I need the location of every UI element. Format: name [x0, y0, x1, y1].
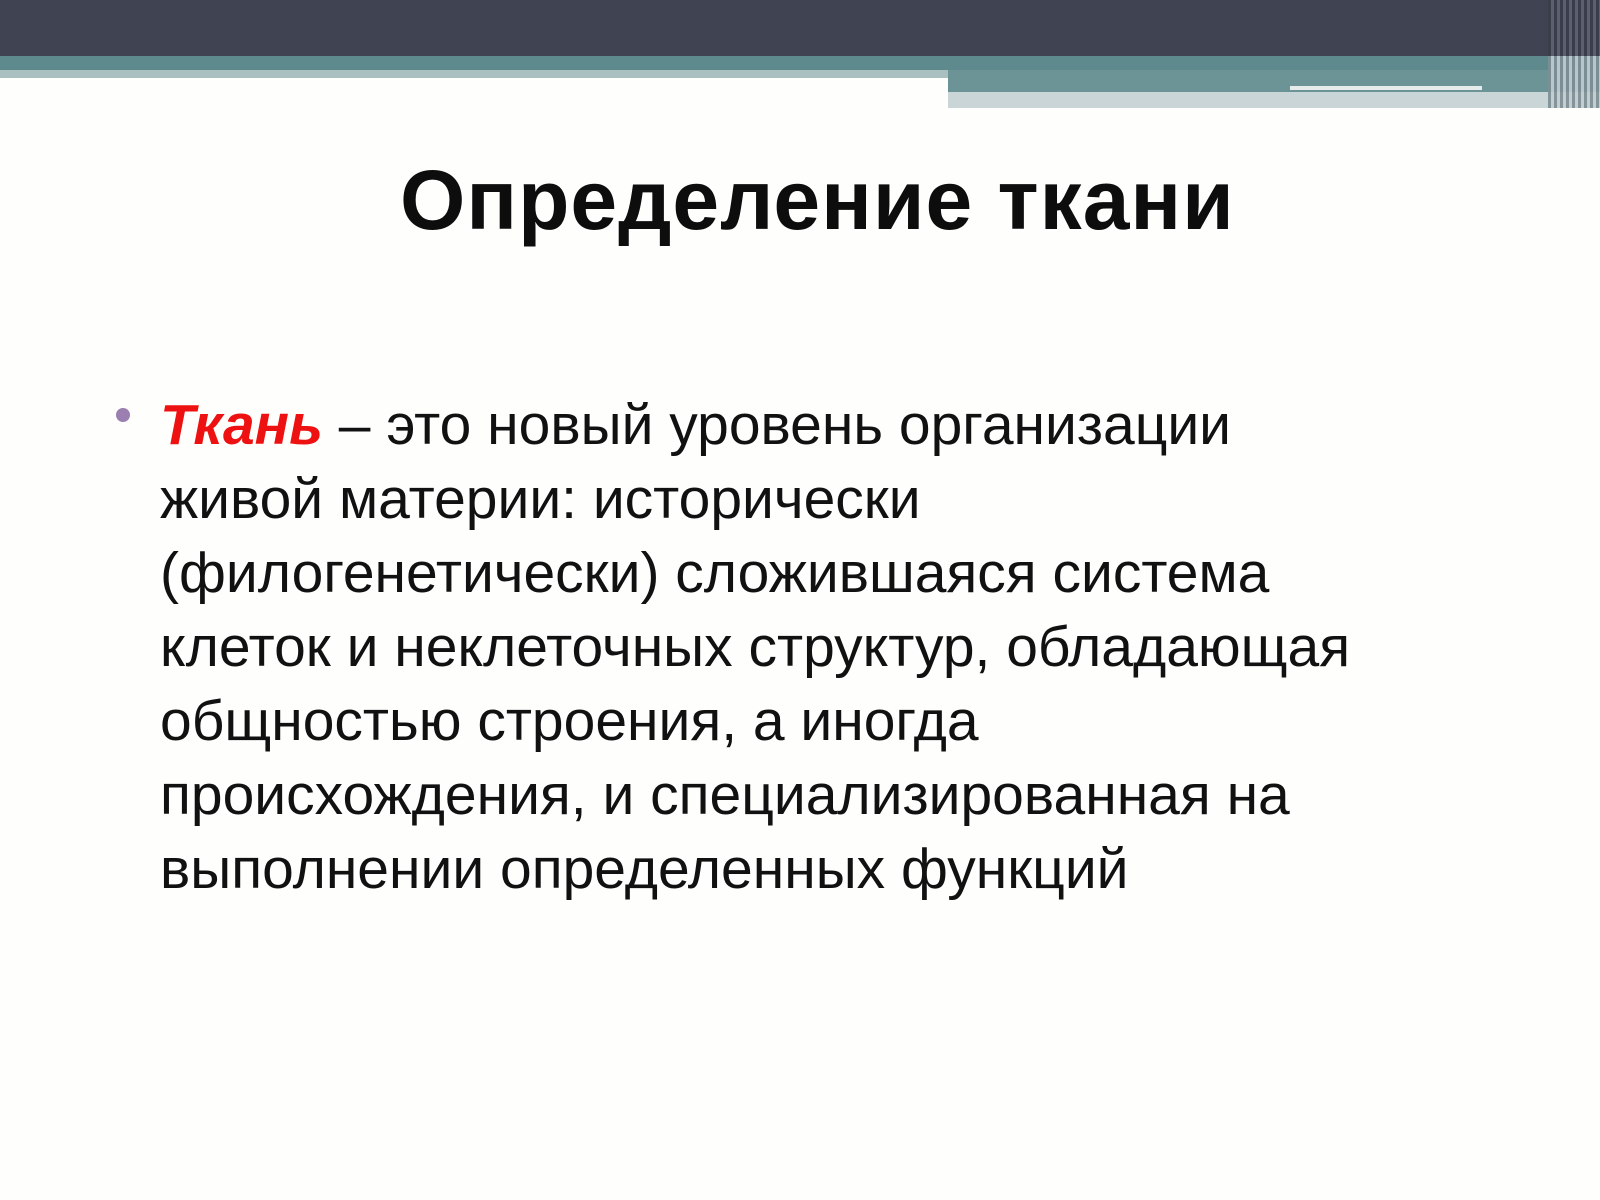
bullet-line-5: общностью строения, а иногда: [160, 689, 979, 753]
bullet-text: [160, 388, 1500, 906]
bullet-line-4: клеток и неклеточных структур, обладающая: [160, 615, 1351, 679]
header-band-teal-light: [0, 70, 948, 78]
slide-title: Определение ткани: [400, 153, 1235, 247]
defined-term: Ткань: [160, 393, 323, 457]
header-stripes-top-decoration: [1548, 0, 1600, 56]
header-band-right-line: [1290, 86, 1482, 90]
bullet-dot-icon: [116, 408, 130, 422]
bullet-line-3: (филогенетически) сложившаяся система: [160, 541, 1270, 605]
bullet-line-6: происхождения, и специализированная на: [160, 763, 1290, 827]
bullet-line-7: выполнении определенных функций: [160, 837, 1129, 901]
header-band-dark: [0, 0, 1600, 56]
header-band-teal: [0, 56, 1600, 70]
bullet-line-2: живой материи: исторически: [160, 467, 921, 531]
header-band-right-block: [948, 70, 1600, 92]
header-band-right-light: [948, 92, 1600, 108]
bullet-line-1: [160, 388, 1500, 462]
bullet-line-text: – это новый уровень организации: [322, 393, 1232, 457]
